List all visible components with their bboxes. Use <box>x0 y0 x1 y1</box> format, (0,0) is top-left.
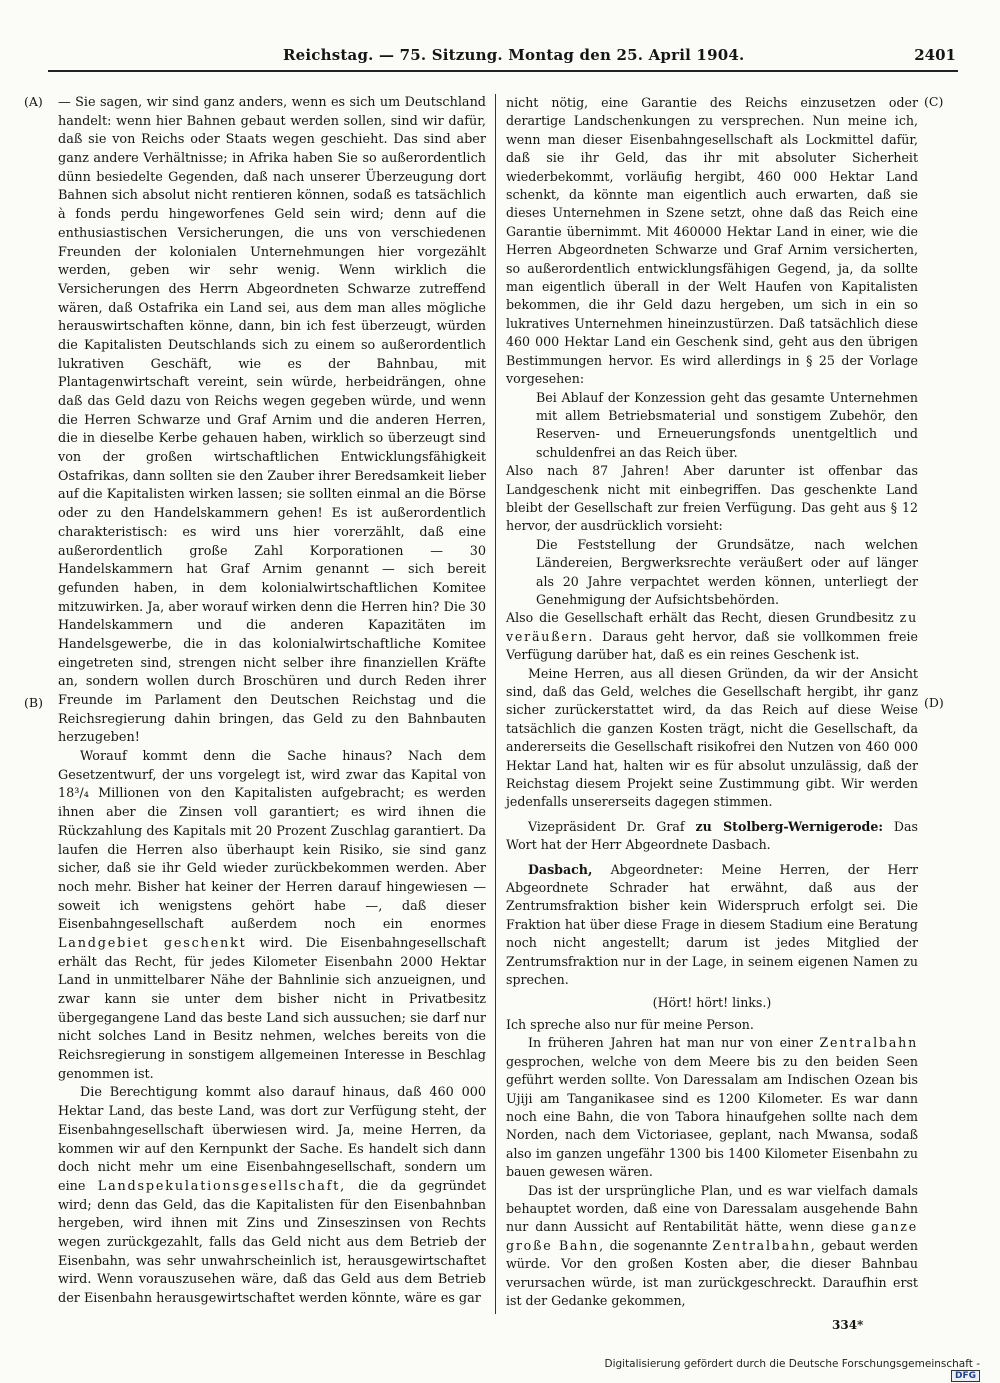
speaker-paragraph: Dasbach, Abgeordneter: Meine Herren, der Herr Abgeordnete Schrader hat erwähnt, daß aus der Zentrumsfraktion bisher kein Widerspruch erfolgt sei. Die Fraktion hat über diese Frage in diesem Stadium eine Beratung noch nicht angestellt; darum ist jedes Mitglied der Zentrumsfraktion nur in der Lage, in seinem eigenen Namen zu sprechen. <box>506 861 918 988</box>
page-number: 2401 <box>914 46 956 64</box>
vice-president-line: Vizepräsident Dr. Graf zu Stolberg-Wernigerode: Das Wort hat der Herr Abgeordnete Dasbach. <box>506 818 918 853</box>
spaced-emphasis: zu veräußern. <box>506 610 918 644</box>
vice-president-name: zu Stolberg-Wernigerode: <box>695 818 883 834</box>
right-paragraph-1: nicht nötig, eine Garantie des Reichs einzusetzen oder derartige Landschenkungen zu versprechen. Nun meine ich, wenn man dieser Eisenbahngesellschaft als Lockmittel dafür, daß sie ihr Geld, das ihr mit absoluter Sicherheit wiederbekommt, vorläufig hergibt, 460 000 Hektar Land schenkt, da könnte man eigentlich auch erwarten, daß sie dieses Unternehmen in Szene setzt, ohne daß das Reich eine Garantie übernimmt. Mit 460000 Hektar Land in einer, wie die Herren Abgeordneten Schwarze und Graf Arnim versicherten, so außerordentlich entwicklungsfähigen Gegend, ja, da sollte man eigentlich überall in der Welt Haufen von Kapitalisten bekommen, die ihr Geld dazu hergeben, um sich in ein so lukratives Unternehmen hineinzustürzen. Daß tatsächlich diese 460 000 Hektar Land ein Geschenk sind, geht aus den übrigen Bestimmungen hervor. Es wird allerdings in § 25 der Vorlage vorgesehen: <box>506 95 918 387</box>
spaced-emphasis: Landspekulationsgesellschaft, <box>97 1178 346 1194</box>
quote-paragraph-12: Die Feststellung der Grundsätze, nach welchen Ländereien, Bergwerksrechte veräußert oder auf länger als 20 Jahre verpachtet werden können, unterliegt der Genehmigung der Aufsichtsbehörden. <box>536 536 918 607</box>
margin-mark-a: (A) <box>24 94 43 109</box>
right-paragraph-3: Also die Gesellschaft erhält das Recht, diesen Grundbesitz zu veräußern. Daraus geht hervor, daß sie vollkommen freie Verfügung darüber hat, daß es ein reines Geschenk ist. <box>506 610 918 663</box>
left-paragraph-3: Die Berechtigung kommt also darauf hinaus, daß 460 000 Hektar Land, das beste Land, was dort zur Verfügung steht, der Eisenbahngesellschaft überwiesen wird. Ja, meine Herren, da kommen wir auf den Kernpunkt der Sache. Es handelt sich dann doch nicht mehr um eine Eisenbahngesellschaft, sondern um eine Landspekulationsgesellschaft, die da gegründet wird; denn das Geld, das die Kapitalisten für den Eisenbahnban hergeben, wird ihnen mit Zins und Zinseszinsen von Rechts wegen zurückgezahlt, falls das Geld nicht aus dem Betrieb der Eisenbahn, was sehr unwahrscheinlich ist, herausgewirtschaftet wird. Wenn vorauszusehen wäre, daß das Geld aus dem Betrieb der Eisenbahn herausgewirtschaftet werden könnte, wäre es gar <box>58 1085 486 1306</box>
footer-credit <box>600 1358 980 1382</box>
page-header <box>48 44 958 72</box>
left-paragraph-2: Worauf kommt denn die Sache hinaus? Nach dem Gesetzentwurf, der uns vorgelegt ist, wird zwar das Kapital von 18³/₄ Millionen von den Kapitalisten aufgebracht; es werden ihnen aber die Zinsen voll garantiert; es wird ihnen die Rückzahlung des Kapitals mit 20 Prozent Zuschlag garantiert. Da laufen die Herren also überhaupt kein Risiko, sie sind ganz sicher, daß sie ihr Geld wieder zurückbekommen werden. Aber noch mehr. Bisher hat keiner der Herren darauf hingewiesen — soweit ich wenigstens gehört habe —, daß dieser Eisenbahngesellschaft außerdem noch ein enormes Landgebiet geschenkt wird. Die Eisenbahngesellschaft erhält das Recht, für jedes Kilometer Eisenbahn 2000 Hektar Land in unmittelbarer Nähe der Bahnlinie sich anzueignen, und zwar kann sie unter dem bisher nicht in Privatbesitz übergegangene Land das beste Land sich aussuchen; sie darf nur nicht solches Land in Besitz nehmen, welches bereits von die Reichsregierung in sonstigem allgemeinen Interesse in Beschlag genommen ist. <box>58 749 486 1082</box>
right-paragraph-6: In früheren Jahren hat man nur von einer Zentralbahn gesprochen, welche von dem Meere bis zu den beiden Seen geführt werden sollte. Von Daressalam am Indischen Ozean bis Ujiji am Tanganikasee sind es 1200 Kilometer. Es war dann noch eine Bahn, die von Tabora hinaufgehen sollte nach dem Norden, nach dem Victoriasee, geplant, nach Mwansa, sodaß also im ganzen ungefähr 1300 bis 1400 Kilometer Eisenbahn zu bauen gewesen wären. <box>506 1035 918 1180</box>
margin-mark-b: (B) <box>24 695 43 710</box>
footer-text: Digitalisierung gefördert durch die Deutsche Forschungsgemeinschaft - <box>604 1358 980 1370</box>
column-divider <box>495 94 496 1314</box>
spaced-emphasis: Landgebiet geschenkt <box>58 935 247 951</box>
speaker-name: Dasbach, <box>528 861 593 877</box>
right-paragraph-5: Ich spreche also nur für meine Person. <box>506 1016 754 1032</box>
right-column <box>506 94 918 1310</box>
signature-mark: 334* <box>832 1318 864 1332</box>
margin-mark-c: (C) <box>924 94 944 109</box>
dfg-logo-icon: DFG <box>951 1370 980 1382</box>
right-paragraph-7: Das ist der ursprüngliche Plan, und es war vielfach damals behauptet worden, daß eine von Daressalam ausgehende Bahn nur dann Aussicht auf Rentabilität hätte, wenn diese ganze große Bahn, die sogenannte Zentralbahn, gebaut werden würde. Vor den großen Kosten aber, die dieser Bahnbau verursachen würde, ist man zurückgeschreckt. Daraufhin erst ist der Gedanke gekommen, <box>506 1182 918 1308</box>
right-paragraph-4: Meine Herren, aus all diesen Gründen, da wir der Ansicht sind, daß das Geld, welches die Gesellschaft hergibt, ihr ganz sicher zurückerstattet wird, da das Reich auf diese Weise tatsächlich die ganzen Kosten trägt, nicht die Gesellschaft, da andererseits die Gesellschaft risikofrei den Nutzen von 460 000 Hektar Land hat, halten wir es für absolut unzulässig, daß der Reichstag diesem Projekt seine Zustimmung gibt. Wir werden jedenfalls unsererseits dagegen stimmen. <box>506 665 918 810</box>
spaced-emphasis: Zentralbahn, <box>712 1237 817 1253</box>
left-paragraph-1: — Sie sagen, wir sind ganz anders, wenn es sich um Deutschland handelt: wenn hier Bahnen gebaut werden sollen, sind wir dafür, daß sie von Reichs oder Staats wegen geschieht. Das sind aber ganz andere Verhältnisse; in Afrika haben Sie so außerordentlich dünn besiedelte Gegenden, daß nach unserer Überzeugung dort Bahnen sich absolut nicht rentieren können, sodaß es tatsächlich à fonds perdu hingeworfenes Geld sein wird; denn auf die enthusiastischen Versicherungen, die uns von verschiedenen Freunden der kolonialen Unternehmungen hier vorgezählt werden, geben wir sehr wenig. Wenn wirklich die Versicherungen des Herrn Abgeordneten Schwarze zutreffend wären, daß Ostafrika ein Land sei, aus dem man alles mögliche herauswirtschaften könne, dann, bin ich fest überzeugt, würden die Kapitalisten Deutschlands sich zu einem so außerordentlich lukrativen Geschäft, wie es der Bahnbau, mit Plantagenwirtschaft vereint, sein würde, herbeidrängen, ohne daß das Geld dazu von Reichs wegen gegeben würde, und wenn die Herren Schwarze und Graf Arnim und die anderen Herren, die in dieselbe Kerbe gehauen haben, wirklich so überzeugt sind von der großen wirtschaftlichen Entwicklungsfähigkeit Ostafrikas, dann sollten sie den Zauber ihrer Beredsamkeit lieber auf die Kapitalisten wirken lassen; sie sollten einmal an die Börse oder zu den Handelskammern gehen! Es ist außerordentlich charakteristisch: es wird uns hier vorerzählt, daß eine außerordentlich große Zahl Korporationen — 30 Handelskammern hat Graf Arnim genannt — sich bereit gefunden haben, in dem kolonialwirtschaftlichen Komitee mitzuwirken. Ja, aber worauf wirken denn die Herren hin? Die 30 Handelskammern und die anderen Kapazitäten im Handelsgewerbe, die in das kolonialwirtschaftliche Komitee eingetreten sind, strengen nicht selber ihre finanziellen Kräfte an, sondern wollen durch Broschüren und durch Reden ihrer Freunde im Parlament den Deutschen Reichstag und die Reichsregierung dahin bringen, das Geld zu den Bahnbauten herzugeben! <box>58 95 486 746</box>
right-paragraph-2: Also nach 87 Jahren! Aber darunter ist offenbar das Landgeschenk nicht mit einbegriffen. Das geschenkte Land bleibt der Gesellschaft zur freien Verfügung. Das geht aus § 12 hervor, der ausdrücklich vorsieht: <box>506 463 918 534</box>
spaced-emphasis: Zentralbahn <box>819 1035 918 1051</box>
margin-mark-d: (D) <box>924 695 944 710</box>
quote-paragraph-25: Bei Ablauf der Konzession geht das gesamte Unternehmen mit allem Betriebsmaterial und sonstigem Zubehör, den Reserven- und Erneuerungsfonds unentgeltlich und schuldenfrei an das Reich über. <box>536 389 918 460</box>
spaced-emphasis: ganze große Bahn, <box>506 1219 918 1253</box>
interjection: (Hört! hört! links.) <box>652 994 772 1010</box>
header-title: Reichstag. — 75. Sitzung. Montag den 25. April 1904. <box>283 46 745 64</box>
left-column <box>58 94 486 1309</box>
